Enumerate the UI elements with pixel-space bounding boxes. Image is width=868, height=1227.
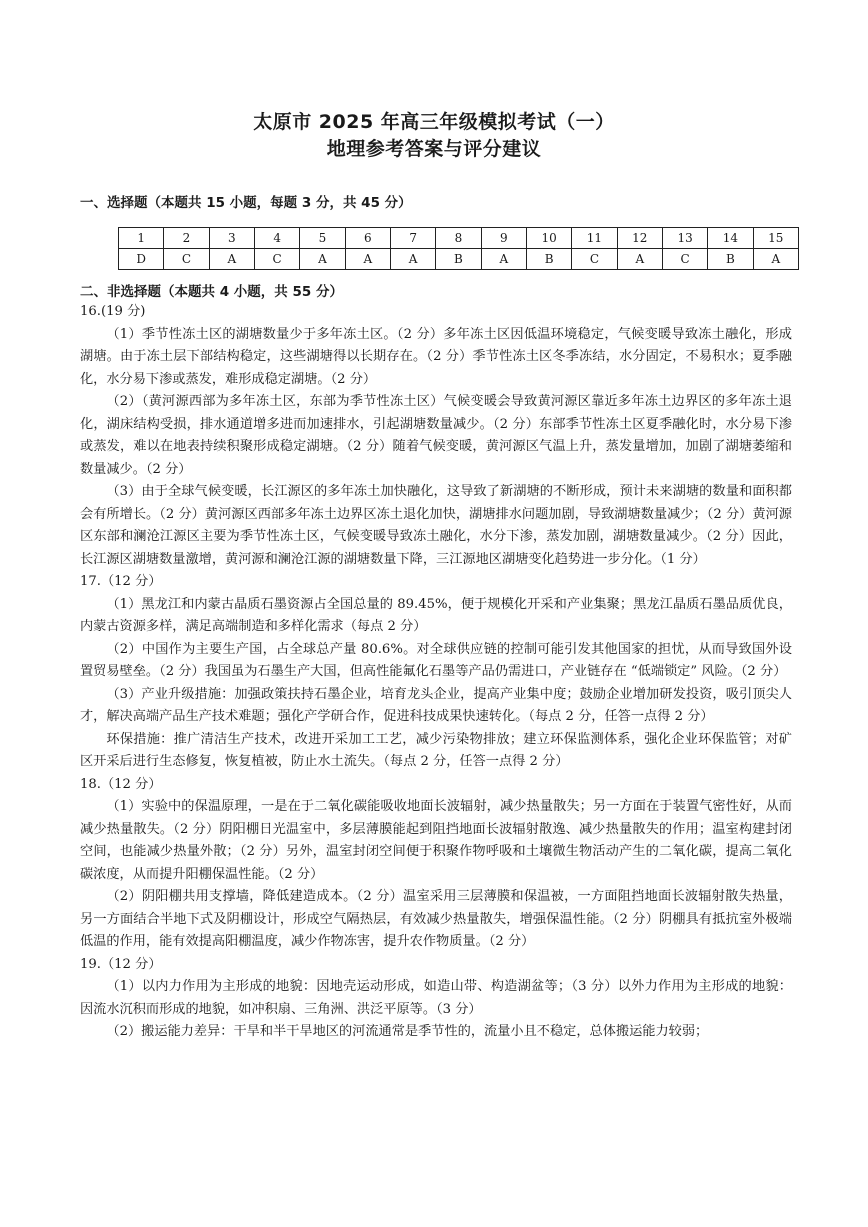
answer-letter: A <box>753 249 798 270</box>
question-16-part-3: （3）由于全球气候变暖，长江源区的多年冻土加快融化，这导致了新湖塘的不断形成，预计未来湖塘的数量和面积都会有所增长。（2 分）黄河源区西部多年冻土边界区冻土退化加快，湖塘排水问题加剧，导致湖塘数量减少；（2 分）黄河源区东部和澜沧江源区主要为季节性冻土区，气候变暖导致冻土融化，水分下渗，蒸发加剧，湖塘数量减少。（2 分）因此，长江源区湖塘数量激增，黄河源和澜沧江源的湖塘数量下降，三江源地区湖塘变化趋势进一步分化。（1 分） <box>80 484 792 567</box>
answer-letter-row <box>119 249 799 270</box>
answer-letter: A <box>481 249 526 270</box>
question-number: 11 <box>572 228 617 249</box>
answer-letter: C <box>572 249 617 270</box>
answer-letter: A <box>390 249 435 270</box>
exam-subtitle: 地理参考答案与评分建议 <box>326 138 542 160</box>
section-heading-choice: 一、选择题（本题共 15 小题，每题 3 分，共 45 分） <box>80 195 412 211</box>
question-number: 7 <box>390 228 435 249</box>
question-18-header: 18.（12 分） <box>80 776 162 792</box>
question-17-part-1: （1）黑龙江和内蒙古晶质石墨资源占全国总量的 89.45%，便于规模化开采和产业集聚；黑龙江晶质石墨品质优良，内蒙古资源多样，满足高端制造和多样化需求（每点 2 分） <box>80 596 792 634</box>
question-17-environmental-measures: 环保措施：推广清洁生产技术，改进开采加工工艺，减少污染物排放；建立环保监测体系，强化企业环保监管；对矿区开采后进行生态修复，恢复植被，防止水土流失。（每点 2 分，任答一点得 2 分） <box>80 731 792 769</box>
question-number: 6 <box>345 228 390 249</box>
question-18-part-2: （2）阴阳棚共用支撑墙，降低建造成本。（2 分）温室采用三层薄膜和保温被，一方面阻挡地面长波辐射散失热量，另一方面结合半地下式及阴棚设计，形成空气隔热层，有效减少热量散失，增强保温性能。（2 分）阴棚具有抵抗室外极端低温的作用，能有效提高阳棚温度，减少作物冻害，提升农作物质量。（2 分） <box>80 889 792 949</box>
answer-letter: A <box>345 249 390 270</box>
question-16-part-1: （1）季节性冻土区的湖塘数量少于多年冻土区。（2 分）多年冻土区因低温环境稳定，气候变暖导致冻土融化，形成湖塘。由于冻土层下部结构稳定，这些湖塘得以长期存在。（2 分）季节性冻土区冬季冻结，水分固定，不易积水；夏季融化，水分易下渗或蒸发，难形成稳定湖塘。（2 分） <box>80 326 792 387</box>
section-heading-nonchoice: 二、非选择题（本题共 4 小题，共 55 分） <box>80 284 343 300</box>
answer-letter: B <box>708 249 753 270</box>
question-number-row <box>119 228 799 249</box>
question-number: 1 <box>119 228 164 249</box>
question-number: 12 <box>617 228 662 249</box>
question-number: 2 <box>164 228 209 249</box>
question-19-part-1: （1）以内力作用为主形成的地貌：因地壳运动形成，如造山带、构造湖盆等；（3 分）以外力作用为主形成的地貌：因流水沉积而形成的地貌，如冲积扇、三角洲、洪泛平原等。（3 分） <box>80 979 792 1017</box>
choice-answer-table <box>118 227 799 270</box>
question-number: 9 <box>481 228 526 249</box>
question-number: 15 <box>753 228 798 249</box>
answer-letter: B <box>436 249 481 270</box>
answer-letter: A <box>300 249 345 270</box>
question-16-part-2: （2）（黄河源西部为多年冻土区，东部为季节性冻土区）气候变暖会导致黄河源区靠近多年冻土边界区的多年冻土退化，湖床结构受损，排水通道增多进而加速排水，引起湖塘数量减少。（2 分）东部季节性冻土区夏季融化时，水分易下渗或蒸发，难以在地表持续积聚形成稳定湖塘。（2 分）随着气候变暖，黄河源区气温上升，蒸发量增加，加剧了湖塘萎缩和数量减少。（2 分） <box>80 394 792 477</box>
question-16-header: 16.(19 分) <box>80 304 146 319</box>
answer-letter: C <box>164 249 209 270</box>
question-number: 8 <box>436 228 481 249</box>
question-number: 3 <box>209 228 254 249</box>
answer-letter: C <box>254 249 299 270</box>
question-17-part-3: （3）产业升级措施：加强政策扶持石墨企业，培育龙头企业，提高产业集中度；鼓励企业增加研发投资，吸引顶尖人才，解决高端产品生产技术难题；强化产学研合作，促进科技成果快速转化。（每点 2 分，任答一点得 2 分） <box>80 686 792 724</box>
question-number: 10 <box>526 228 571 249</box>
answer-letter: C <box>662 249 707 270</box>
answer-letter: D <box>119 249 164 270</box>
answer-body <box>80 301 792 1044</box>
question-17-part-2: （2）中国作为主要生产国，占全球总产量 80.6%。对全球供应链的控制可能引发其他国家的担忧，从而导致国外设置贸易壁垒。（2 分）我国虽为石墨生产大国，但高性能氟化石墨等产品仍需进口，产业链存在 “低端锁定” 风险。（2 分） <box>80 641 792 679</box>
question-19-header: 19.（12 分） <box>80 956 162 972</box>
question-19-part-2: （2）搬运能力差异：干旱和半干旱地区的河流通常是季节性的，流量小且不稳定，总体搬运能力较弱； <box>106 1024 709 1039</box>
exam-title: 太原市 2025 年高三年级模拟考试（一） <box>253 111 615 133</box>
answer-letter: A <box>617 249 662 270</box>
question-17-header: 17.（12 分） <box>80 574 162 589</box>
question-18-part-1: （1）实验中的保温原理，一是在于二氧化碳能吸收地面长波辐射，减少热量散失；另一方面在于装置气密性好，从而减少热量散失。（2 分）阴阳棚日光温室中，多层薄膜能起到阻挡地面长波辐射散逸、减少热量散失的作用；温室构建封闭空间，也能减少热量外散；（2 分）另外，温室封闭空间便于积聚作物呼吸和土壤微生物活动产生的二氧化碳，提高二氧化碳浓度，从而提升阳棚保温性能。（2 分） <box>80 799 792 882</box>
question-number: 4 <box>254 228 299 249</box>
answer-letter: A <box>209 249 254 270</box>
question-number: 13 <box>662 228 707 249</box>
question-number: 5 <box>300 228 345 249</box>
answer-letter: B <box>526 249 571 270</box>
question-number: 14 <box>708 228 753 249</box>
